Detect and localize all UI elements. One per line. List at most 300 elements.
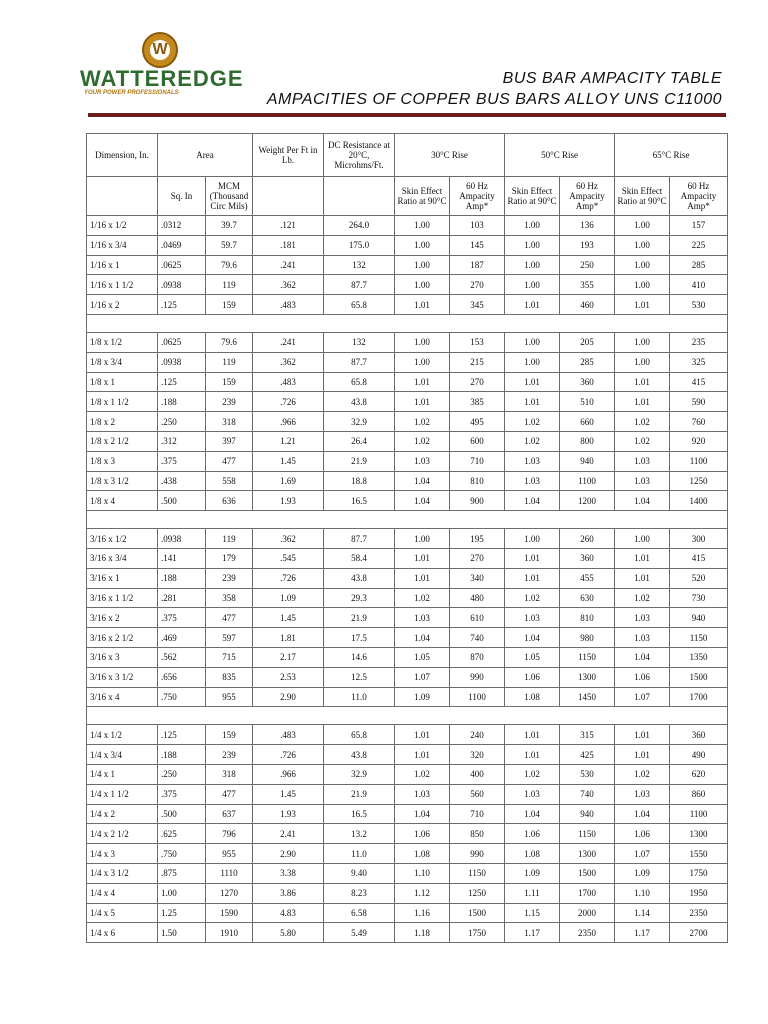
table-cell: .500 (158, 491, 206, 511)
table-cell: .875 (158, 863, 206, 883)
table-cell: 235 (670, 332, 728, 352)
table-cell: 1.01 (615, 548, 670, 568)
table-cell: 1.01 (615, 372, 670, 392)
col-subheader-blank (324, 177, 395, 216)
table-cell: 477 (206, 451, 253, 471)
table-cell: 1/4 x 4 (87, 883, 158, 903)
table-cell: 1/4 x 3/4 (87, 745, 158, 765)
table-cell: 1.03 (505, 608, 560, 628)
header-row-secondary (87, 177, 728, 216)
table-cell: 1.15 (505, 903, 560, 923)
table-cell: 1.03 (615, 628, 670, 648)
table-row (87, 784, 728, 804)
table-cell: 21.9 (324, 784, 395, 804)
table-cell: 315 (560, 725, 615, 745)
table-cell: 1300 (560, 667, 615, 687)
col-header-dimension: Dimension, In. (87, 134, 158, 177)
col-subheader-amp-65: 60 Hz Ampacity Amp* (670, 177, 728, 216)
table-row (87, 275, 728, 295)
logo-emblem-icon (142, 32, 178, 68)
table-cell: 1.10 (395, 863, 450, 883)
table-cell: 1.04 (505, 491, 560, 511)
table-cell: 59.7 (206, 235, 253, 255)
table-cell: 1.00 (505, 352, 560, 372)
table-cell: 1.00 (615, 216, 670, 236)
table-cell: 2000 (560, 903, 615, 923)
table-cell: 560 (450, 784, 505, 804)
table-cell: 1.00 (395, 216, 450, 236)
table-cell: .125 (158, 372, 206, 392)
table-cell: 1350 (670, 647, 728, 667)
table-cell: 1.02 (615, 588, 670, 608)
table-row (87, 628, 728, 648)
table-cell: 270 (450, 372, 505, 392)
table-cell: 1.01 (395, 745, 450, 765)
table-cell: 1.00 (395, 332, 450, 352)
table-cell: 26.4 (324, 431, 395, 451)
table-cell: 400 (450, 764, 505, 784)
table-cell: 2.41 (253, 824, 324, 844)
table-cell: 1.10 (615, 883, 670, 903)
table-row (87, 804, 728, 824)
table-cell: 597 (206, 628, 253, 648)
col-header-area: Area (158, 134, 253, 177)
table-cell: .500 (158, 804, 206, 824)
table-cell: 179 (206, 548, 253, 568)
table-cell: 153 (450, 332, 505, 352)
table-cell: 415 (670, 372, 728, 392)
table-cell: 460 (560, 295, 615, 315)
table-row (87, 824, 728, 844)
table-cell: 940 (670, 608, 728, 628)
table-cell: 1.01 (615, 725, 670, 745)
table-cell: 1100 (670, 804, 728, 824)
table-row (87, 764, 728, 784)
table-cell: 159 (206, 295, 253, 315)
table-cell: 3.38 (253, 863, 324, 883)
table-row (87, 295, 728, 315)
table-cell: 1.00 (615, 352, 670, 372)
table-cell: 1.00 (615, 255, 670, 275)
table-cell: 2350 (560, 923, 615, 943)
table-cell: 2350 (670, 903, 728, 923)
table-cell: 610 (450, 608, 505, 628)
table-cell: 2.53 (253, 667, 324, 687)
table-cell: 630 (560, 588, 615, 608)
table-cell: .726 (253, 568, 324, 588)
table-cell: 410 (670, 275, 728, 295)
table-cell: 1.02 (615, 431, 670, 451)
table-row (87, 647, 728, 667)
table-cell: 1550 (670, 844, 728, 864)
table-cell: 1/4 x 3 1/2 (87, 863, 158, 883)
group-separator-cell (87, 707, 728, 725)
table-cell: 14.6 (324, 647, 395, 667)
table-cell: 1.02 (505, 764, 560, 784)
table-cell: 810 (450, 471, 505, 491)
table-cell: 530 (670, 295, 728, 315)
col-subheader-blank (253, 177, 324, 216)
table-cell: 65.8 (324, 725, 395, 745)
table-row (87, 863, 728, 883)
table-cell: 1.00 (615, 275, 670, 295)
table-cell: .125 (158, 725, 206, 745)
table-cell: 320 (450, 745, 505, 765)
table-cell: 1700 (670, 687, 728, 707)
table-cell: 3/16 x 2 (87, 608, 158, 628)
table-cell: 87.7 (324, 529, 395, 549)
table-cell: 21.9 (324, 608, 395, 628)
table-cell: 205 (560, 332, 615, 352)
logo-wordmark: WATTEREDGE (80, 66, 244, 91)
table-cell: 1.01 (395, 548, 450, 568)
group-separator-cell (87, 314, 728, 332)
table-cell: 1.00 (505, 255, 560, 275)
table-cell: .281 (158, 588, 206, 608)
table-row (87, 687, 728, 707)
table-row (87, 216, 728, 236)
table-cell: 1.00 (505, 235, 560, 255)
table-cell: 3/16 x 3/4 (87, 548, 158, 568)
table-cell: 58.4 (324, 548, 395, 568)
table-cell: 5.49 (324, 923, 395, 943)
table-row (87, 903, 728, 923)
table-cell: 43.8 (324, 392, 395, 412)
group-separator-row (87, 707, 728, 725)
table-cell: .545 (253, 548, 324, 568)
table-cell: 1/4 x 1 1/2 (87, 784, 158, 804)
table-row (87, 431, 728, 451)
table-cell: 1.11 (505, 883, 560, 903)
table-cell: 1500 (560, 863, 615, 883)
table-cell: 159 (206, 725, 253, 745)
table-cell: 1.01 (395, 568, 450, 588)
table-cell: 1.07 (615, 844, 670, 864)
table-cell: 1.04 (615, 491, 670, 511)
table-cell: 79.6 (206, 332, 253, 352)
table-cell: 660 (560, 412, 615, 432)
table-cell: .188 (158, 392, 206, 412)
table-cell: 1.00 (395, 255, 450, 275)
table-cell: 318 (206, 412, 253, 432)
table-cell: 510 (560, 392, 615, 412)
col-subheader-amp-30: 60 Hz Ampacity Amp* (450, 177, 505, 216)
table-cell: 990 (450, 667, 505, 687)
table-cell: 360 (560, 372, 615, 392)
group-separator-row (87, 314, 728, 332)
table-cell: 119 (206, 352, 253, 372)
table-cell: 1.00 (505, 529, 560, 549)
table-cell: 1300 (670, 824, 728, 844)
table-cell: 1.00 (505, 332, 560, 352)
table-cell: 157 (670, 216, 728, 236)
table-cell: 18.8 (324, 471, 395, 491)
table-cell: 1.03 (615, 451, 670, 471)
table-cell: 955 (206, 844, 253, 864)
table-cell: 835 (206, 667, 253, 687)
table-cell: 1/4 x 5 (87, 903, 158, 923)
table-cell: 940 (560, 451, 615, 471)
table-row (87, 255, 728, 275)
table-cell: 1.08 (505, 687, 560, 707)
table-cell: 1.00 (505, 216, 560, 236)
table-cell: 1.08 (395, 844, 450, 864)
table-cell: 1.18 (395, 923, 450, 943)
table-cell: 1/8 x 3 (87, 451, 158, 471)
table-cell: 1200 (560, 491, 615, 511)
table-cell: 1500 (450, 903, 505, 923)
table-cell: 39.7 (206, 216, 253, 236)
table-cell: 239 (206, 568, 253, 588)
table-cell: 1/8 x 1 1/2 (87, 392, 158, 412)
table-cell: 990 (450, 844, 505, 864)
col-header-dc-resistance: DC Resistance at 20°C, Microhms/Ft. (324, 134, 395, 177)
table-cell: .188 (158, 745, 206, 765)
table-row (87, 372, 728, 392)
table-cell: 1.01 (615, 295, 670, 315)
watteredge-logo (80, 30, 250, 100)
table-cell: 1.01 (395, 372, 450, 392)
table-cell: 1.06 (395, 824, 450, 844)
table-cell: .312 (158, 431, 206, 451)
table-cell: .483 (253, 725, 324, 745)
col-subheader-skin-65: Skin Effect Ratio at 90°C (615, 177, 670, 216)
table-cell: 1.01 (395, 392, 450, 412)
table-cell: 285 (670, 255, 728, 275)
group-separator-row (87, 511, 728, 529)
table-cell: 1.02 (505, 588, 560, 608)
table-cell: 1150 (560, 647, 615, 667)
table-cell: 175.0 (324, 235, 395, 255)
table-cell: 1.69 (253, 471, 324, 491)
table-cell: 240 (450, 725, 505, 745)
table-cell: 1750 (670, 863, 728, 883)
table-row (87, 412, 728, 432)
table-cell: 1.08 (505, 844, 560, 864)
table-cell: 43.8 (324, 745, 395, 765)
table-cell: 1.05 (505, 647, 560, 667)
table-cell: 87.7 (324, 275, 395, 295)
table-cell: .656 (158, 667, 206, 687)
table-cell: 1.17 (615, 923, 670, 943)
table-cell: .141 (158, 548, 206, 568)
group-separator-cell (87, 511, 728, 529)
table-cell: 520 (670, 568, 728, 588)
table-cell: .375 (158, 451, 206, 471)
table-cell: 1.12 (395, 883, 450, 903)
table-cell: 1.03 (395, 608, 450, 628)
table-cell: 3/16 x 1 1/2 (87, 588, 158, 608)
table-cell: 980 (560, 628, 615, 648)
table-cell: 1.06 (615, 824, 670, 844)
table-row (87, 667, 728, 687)
table-cell: 870 (450, 647, 505, 667)
table-cell: 1.00 (615, 332, 670, 352)
table-cell: 900 (450, 491, 505, 511)
table-cell: 1.09 (253, 588, 324, 608)
table-cell: 810 (560, 608, 615, 628)
table-cell: 1.06 (505, 824, 560, 844)
page-title: BUS BAR AMPACITY TABLE (502, 70, 722, 87)
table-cell: 1150 (560, 824, 615, 844)
table-cell: 1.01 (395, 725, 450, 745)
table-cell: 1/4 x 2 1/2 (87, 824, 158, 844)
table-cell: 1450 (560, 687, 615, 707)
header-divider (88, 113, 726, 117)
table-cell: 260 (560, 529, 615, 549)
table-cell: 1.21 (253, 431, 324, 451)
table-cell: .125 (158, 295, 206, 315)
table-cell: 1/4 x 3 (87, 844, 158, 864)
table-cell: 215 (450, 352, 505, 372)
table-cell: 4.83 (253, 903, 324, 923)
table-cell: .241 (253, 255, 324, 275)
table-cell: 1.81 (253, 628, 324, 648)
table-cell: 103 (450, 216, 505, 236)
table-cell: .483 (253, 295, 324, 315)
table-cell: 285 (560, 352, 615, 372)
table-cell: .483 (253, 372, 324, 392)
table-cell: 1.04 (395, 628, 450, 648)
table-row (87, 352, 728, 372)
table-row (87, 235, 728, 255)
table-cell: 590 (670, 392, 728, 412)
table-cell: 1.00 (615, 235, 670, 255)
table-cell: 1.01 (615, 568, 670, 588)
table-cell: 264.0 (324, 216, 395, 236)
table-cell: 1.04 (505, 804, 560, 824)
table-cell: 1.00 (505, 275, 560, 295)
table-cell: 1.00 (395, 529, 450, 549)
table-cell: 2.17 (253, 647, 324, 667)
table-cell: 1700 (560, 883, 615, 903)
table-cell: .188 (158, 568, 206, 588)
table-cell: 1150 (670, 628, 728, 648)
table-cell: 477 (206, 784, 253, 804)
table-row (87, 608, 728, 628)
table-row (87, 471, 728, 491)
table-cell: .0938 (158, 275, 206, 295)
table-cell: 1250 (450, 883, 505, 903)
table-cell: 1.01 (505, 725, 560, 745)
table-cell: 1/4 x 6 (87, 923, 158, 943)
table-cell: 1.25 (158, 903, 206, 923)
table-cell: 637 (206, 804, 253, 824)
table-cell: .469 (158, 628, 206, 648)
table-cell: 1.01 (615, 745, 670, 765)
table-cell: 1/16 x 3/4 (87, 235, 158, 255)
table-cell: 132 (324, 255, 395, 275)
table-cell: 345 (450, 295, 505, 315)
table-cell: 1.03 (615, 608, 670, 628)
table-cell: 65.8 (324, 372, 395, 392)
page-subtitle: AMPACITIES OF COPPER BUS BARS ALLOY UNS C11000 (266, 91, 722, 108)
table-cell: 1.03 (395, 784, 450, 804)
table-cell: 740 (560, 784, 615, 804)
table-cell: 715 (206, 647, 253, 667)
table-cell: 1/16 x 1 (87, 255, 158, 275)
table-cell: 1.01 (395, 295, 450, 315)
table-cell: 3/16 x 4 (87, 687, 158, 707)
table-cell: 1.04 (505, 628, 560, 648)
table-row (87, 548, 728, 568)
table-cell: 3/16 x 3 1/2 (87, 667, 158, 687)
table-cell: 1.00 (395, 275, 450, 295)
table-cell: 425 (560, 745, 615, 765)
table-cell: 710 (450, 804, 505, 824)
table-cell: 239 (206, 745, 253, 765)
col-subheader-blank (87, 177, 158, 216)
table-cell: 3/16 x 2 1/2 (87, 628, 158, 648)
table-cell: .181 (253, 235, 324, 255)
table-cell: 1.45 (253, 784, 324, 804)
table-cell: 79.6 (206, 255, 253, 275)
table-cell: 5.80 (253, 923, 324, 943)
table-cell: 1.02 (395, 431, 450, 451)
table-cell: 1/16 x 2 (87, 295, 158, 315)
table-cell: 1.09 (505, 863, 560, 883)
table-cell: 1400 (670, 491, 728, 511)
table-cell: 32.9 (324, 764, 395, 784)
table-cell: 1.93 (253, 491, 324, 511)
col-subheader-amp-50: 60 Hz Ampacity Amp* (560, 177, 615, 216)
table-cell: 1.06 (615, 667, 670, 687)
table-cell: .121 (253, 216, 324, 236)
table-cell: .362 (253, 352, 324, 372)
table-cell: 1.04 (615, 804, 670, 824)
table-cell: 1.01 (505, 745, 560, 765)
table-cell: 1/8 x 4 (87, 491, 158, 511)
table-cell: 360 (560, 548, 615, 568)
table-cell: 1/4 x 1 (87, 764, 158, 784)
table-cell: 1110 (206, 863, 253, 883)
table-cell: 325 (670, 352, 728, 372)
table-cell: .250 (158, 764, 206, 784)
table-row (87, 332, 728, 352)
table-cell: 600 (450, 431, 505, 451)
col-header-50c-rise: 50°C Rise (505, 134, 615, 177)
table-row (87, 568, 728, 588)
table-cell: 1.00 (395, 352, 450, 372)
table-cell: .726 (253, 392, 324, 412)
col-header-30c-rise: 30°C Rise (395, 134, 505, 177)
table-cell: 3/16 x 3 (87, 647, 158, 667)
table-cell: .241 (253, 332, 324, 352)
table-cell: 1.04 (615, 647, 670, 667)
table-cell: 16.5 (324, 491, 395, 511)
table-cell: 2.90 (253, 687, 324, 707)
col-header-weight: Weight Per Ft in Lb. (253, 134, 324, 177)
table-cell: 860 (670, 784, 728, 804)
table-cell: 1/8 x 3/4 (87, 352, 158, 372)
table-row (87, 529, 728, 549)
table-cell: 358 (206, 588, 253, 608)
table-cell: 1.03 (505, 471, 560, 491)
table-cell: .0469 (158, 235, 206, 255)
table-cell: 1.45 (253, 451, 324, 471)
table-cell: 1.09 (395, 687, 450, 707)
table-cell: 455 (560, 568, 615, 588)
table-cell: 1.01 (505, 548, 560, 568)
table-cell: 29.3 (324, 588, 395, 608)
table-cell: 119 (206, 529, 253, 549)
table-row (87, 588, 728, 608)
table-cell: .726 (253, 745, 324, 765)
table-cell: 1.00 (158, 883, 206, 903)
table-cell: 17.5 (324, 628, 395, 648)
table-cell: 1100 (670, 451, 728, 471)
table-cell: 3/16 x 1 (87, 568, 158, 588)
